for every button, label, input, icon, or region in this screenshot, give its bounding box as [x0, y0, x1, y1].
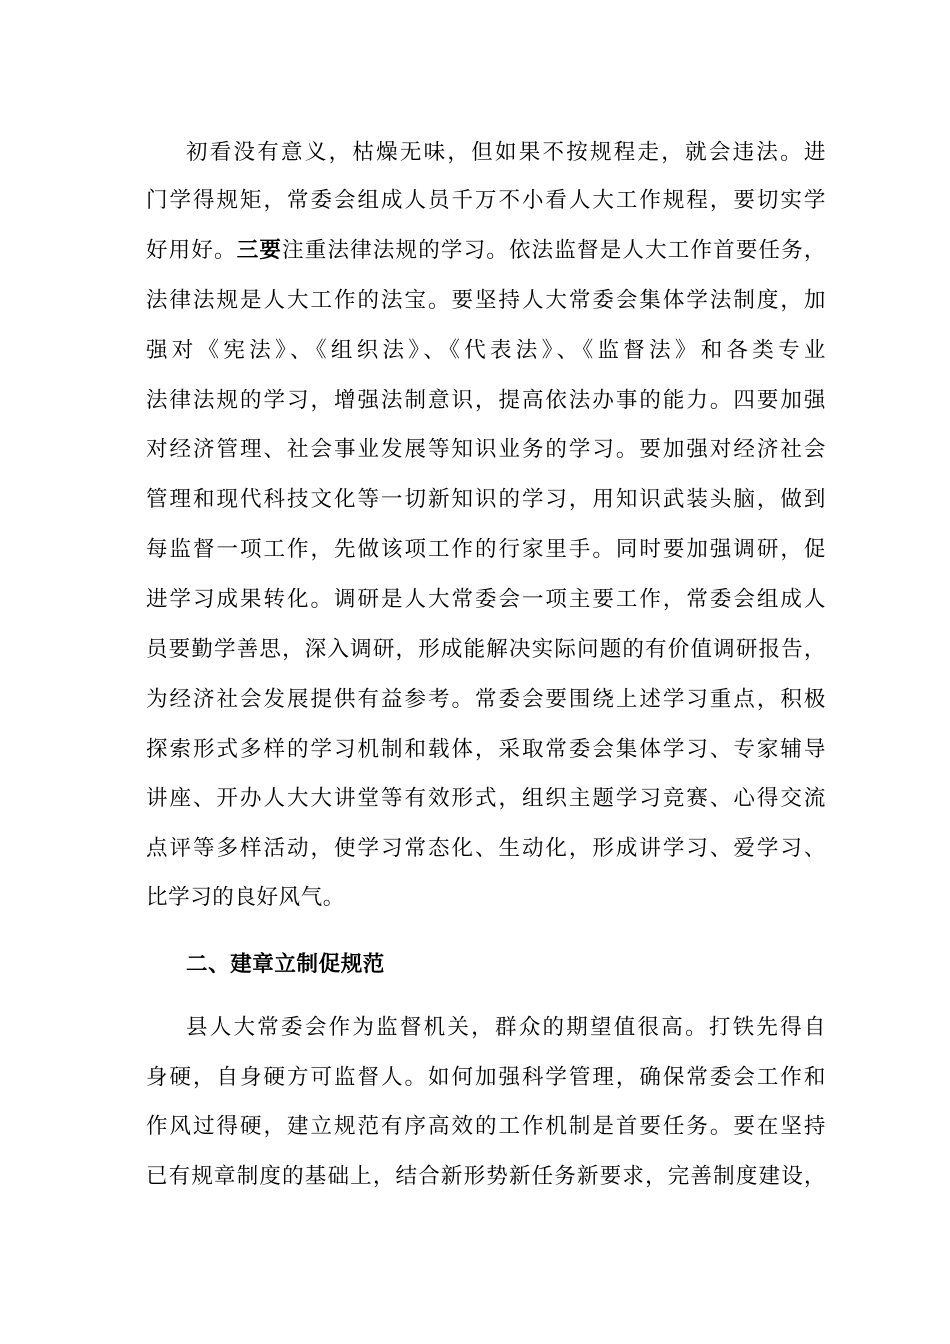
paragraph-line: 县人大常委会作为监督机关，群众的期望值很高。打铁先得自 [186, 1015, 826, 1040]
paragraph-line: 探索形式多样的学习机制和载体，采取常委会集体学习、专家辅导 [146, 737, 826, 762]
paragraph-line: 为经济社会发展提供有益参考。常委会要围绕上述学习重点，积极 [146, 687, 826, 712]
paragraph-line: 法律法规是人大工作的法宝。要坚持人大常委会集体学法制度，加 [146, 288, 826, 313]
paragraph-line: 法律法规的学习，增强法制意识，提高依法办事的能力。四要加强 [146, 388, 826, 413]
paragraph-line: 门学得规矩，常委会组成人员千万不小看人大工作规程，要切实学 [146, 188, 826, 213]
paragraph-line: 作风过得硬，建立规范有序高效的工作机制是首要任务。要在坚持 [146, 1114, 826, 1139]
paragraph-line: 初看没有意义，枯燥无味，但如果不按规程走，就会违法。进 [186, 140, 826, 165]
paragraph-line: 强对《宪法》、《组织法》、《代表法》、《监督法》和各类专业 [146, 338, 826, 363]
paragraph-line: 进学习成果转化。调研是人大常委会一项主要工作，常委会组成人 [146, 587, 826, 612]
paragraph-line: 比学习的良好风气。 [146, 885, 345, 910]
bold-text-run: 三要 [236, 238, 283, 263]
paragraph-line: 已有规章制度的基础上，结合新形势新任务新要求，完善制度建设， [146, 1164, 826, 1189]
paragraph-line: 讲座、开办人大大讲堂等有效形式，组织主题学习竞赛、心得交流 [146, 786, 826, 811]
text-run: 注重法律法规的学习。依法监督是人大工作首要任务， [282, 238, 826, 263]
text-run: 好用好。 [146, 238, 237, 263]
paragraph-line: 点评等多样活动，使学习常态化、生动化，形成讲学习、爱学习、 [146, 836, 826, 861]
paragraph-line: 每监督一项工作，先做该项工作的行家里手。同时要加强调研，促 [146, 537, 826, 562]
paragraph-line: 员要勤学善思，深入调研，形成能解决实际问题的有价值调研报告， [146, 637, 826, 662]
paragraph-line: 对经济管理、社会事业发展等知识业务的学习。要加强对经济社会 [146, 437, 826, 462]
paragraph-line: 管理和现代科技文化等一切新知识的学习，用知识武装头脑，做到 [146, 487, 826, 512]
paragraph-line [146, 239, 826, 263]
section-heading: 二、建章立制促规范 [186, 952, 385, 977]
paragraph-line: 身硬，自身硬方可监督人。如何加强科学管理，确保常委会工作和 [146, 1065, 826, 1090]
